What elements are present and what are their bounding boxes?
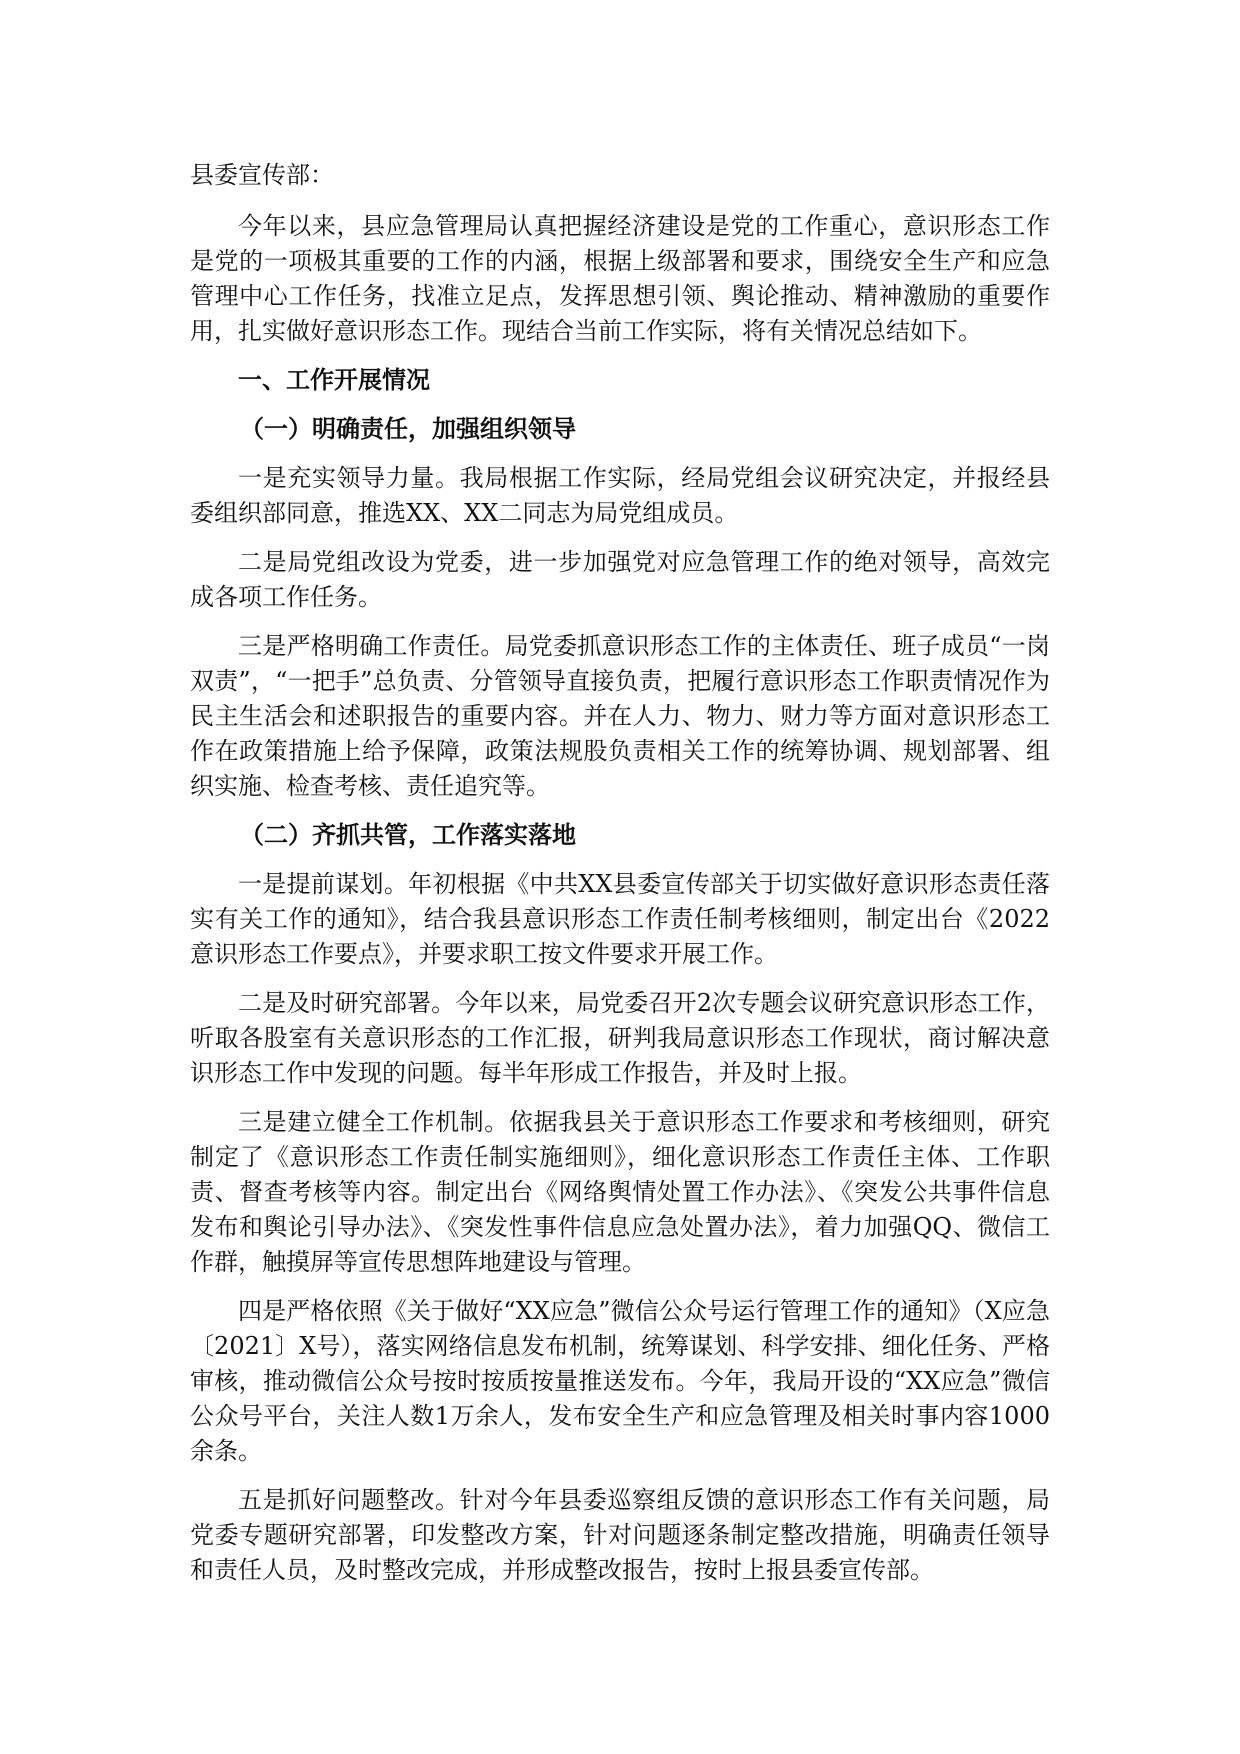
paragraph-rectification: 五是抓好问题整改。针对今年县委巡察组反馈的意识形态工作有关问题，局党委专题研究部署，印发整改方案，针对问题逐条制定整改措施，明确责任领导和责任人员，及时整改完成，并形成整改报告，按时上报县委宣传部。 [190, 1486, 1050, 1584]
paragraph-advance-planning: 一是提前谋划。年初根据《中共XX县委宣传部关于切实做好意识形态责任落实有关工作的通知》，结合我县意识形态工作责任制考核细则，制定出台《2022意识形态工作要点》，并要求职工按文件要求开展工作。 [190, 870, 1050, 968]
salutation: 县委宣传部： [190, 161, 334, 189]
paragraph-leadership-strength: 一是充实领导力量。我局根据工作实际，经局党组会议研究决定，并报经县委组织部同意，推选XX、XX二同志为局党组成员。 [190, 464, 1050, 527]
document-page [190, 158, 1050, 1602]
paragraph-work-responsibility: 三是严格明确工作责任。局党委抓意识形态工作的主体责任、班子成员“一岗双责”，“一把手”总负责、分管领导直接负责，把履行意识形态工作职责情况作为民主生活会和述职报告的重要内容。并在人力、物力、财力等方面对意识形态工作在政策措施上给予保障，政策法规股负责相关工作的统筹协调、规划部署、组织实施、检查考核、责任追究等。 [190, 632, 1050, 800]
paragraph-wechat-account: 四是严格依照《关于做好“XX应急”微信公众号运行管理工作的通知》（X应急〔2021〕X号），落实网络信息发布机制，统筹谋划、科学安排、细化任务、严格审核，推动微信公众号按时按质按量推送发布。今年，我局开设的“XX应急”微信公众号平台，关注人数1万余人，发布安全生产和应急管理及相关时事内容1000余条。 [190, 1297, 1050, 1465]
intro-paragraph: 今年以来，县应急管理局认真把握经济建设是党的工作重心，意识形态工作是党的一项极其重要的工作的内涵，根据上级部署和要求，围绕安全生产和应急管理中心工作任务，找准立足点，发挥思想引领、舆论推动、精神激励的重要作用，扎实做好意识形态工作。现结合当前工作实际，将有关情况总结如下。 [190, 212, 1050, 345]
section-heading-work-status: 一、工作开展情况 [238, 366, 430, 394]
subheading-responsibility: （一）明确责任，加强组织领导 [240, 415, 576, 443]
paragraph-research-deployment: 二是及时研究部署。今年以来，局党委召开2次专题会议研究意识形态工作，听取各股室有关意识形态的工作汇报，研判我局意识形态工作现状，商讨解决意识形态工作中发现的问题。每半年形成工作报告，并及时上报。 [190, 989, 1050, 1087]
paragraph-party-committee: 二是局党组改设为党委，进一步加强党对应急管理工作的绝对领导，高效完成各项工作任务。 [190, 548, 1050, 611]
paragraph-work-mechanism: 三是建立健全工作机制。依据我县关于意识形态工作要求和考核细则，研究制定了《意识形态工作责任制实施细则》，细化意识形态工作责任主体、工作职责、督查考核等内容。制定出台《网络舆情处置工作办法》、《突发公共事件信息发布和舆论引导办法》、《突发性事件信息应急处置办法》，着力加强QQ、微信工作群，触摸屏等宣传思想阵地建设与管理。 [190, 1108, 1050, 1276]
subheading-implementation: （二）齐抓共管，工作落实落地 [240, 821, 576, 849]
